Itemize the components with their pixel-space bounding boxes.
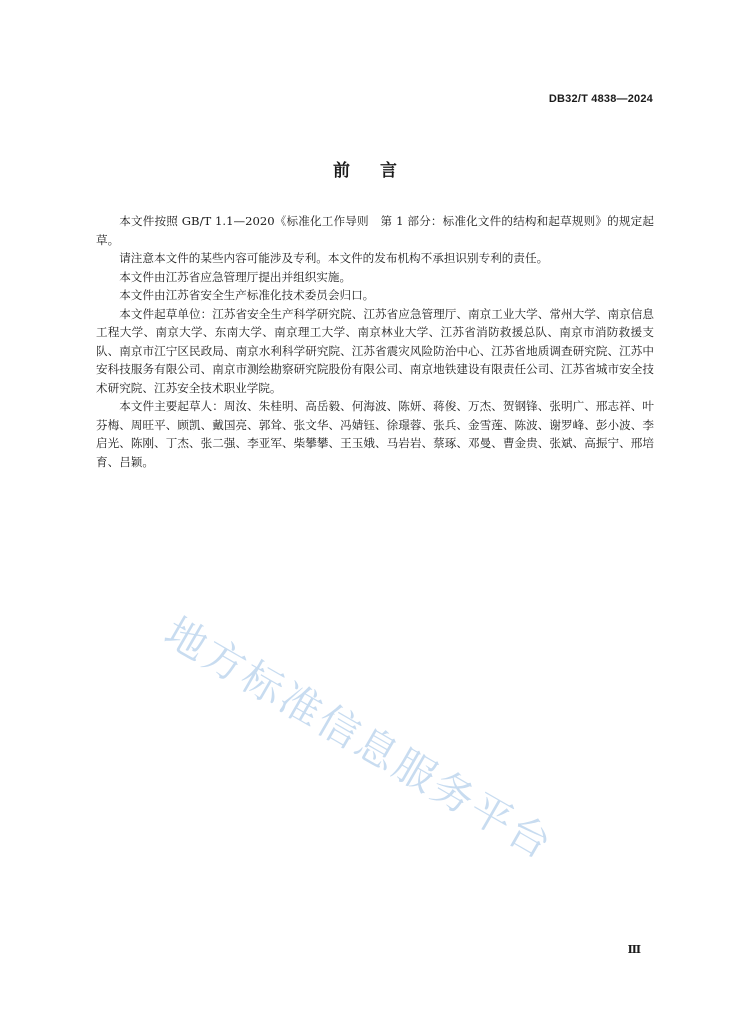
page-title: 前言 <box>333 161 427 181</box>
paragraph-patent-notice: 请注意本文件的某些内容可能涉及专利。本文件的发布机构不承担识别专利的责任。 <box>119 251 549 265</box>
document-code: DB32/T 4838—2024 <box>548 93 653 105</box>
paragraph-drafting-rules: 本文件按照 GB/T 1.1—2020《标准化工作导则 第 1 部分：标准化文件的结构和起草规则》的规定起草。 <box>96 214 654 247</box>
page-number: Ⅲ <box>627 943 641 956</box>
paragraph-drafting-units: 本文件起草单位：江苏省安全生产科学研究院、江苏省应急管理厅、南京工业大学、常州大学、南京信息工程大学、南京大学、东南大学、南京理工大学、南京林业大学、江苏省消防救援总队、南京市消防救援支队、南京市江宁区民政局、南京水利科学研究院、江苏省震灾风险防治中心、江苏省地质调查研究院、江苏中安科技服务有限公司、南京市测绘勘察研究院股份有限公司、南京地铁建设有限责任公司、江苏省城市安全技术研究院、江苏安全技术职业学院。 <box>96 306 654 395</box>
foreword-body <box>96 212 654 471</box>
watermark: 地方标准信息服务平台 <box>156 607 562 870</box>
paragraph-drafters: 本文件主要起草人：周汝、朱桂明、高岳毅、何海波、陈妍、蒋俊、万杰、贺钢锋、张明广、邢志祥、叶芬梅、周旺平、顾凯、戴国亮、郭耸、张文华、冯婧钰、徐璟蓉、张兵、金雪莲、陈波、谢罗峰、彭小波、李启光、陈刚、丁杰、张二强、李亚军、柴攀攀、王玉娥、马岩岩、蔡琢、邓曼、曹金贵、张斌、高振宁、邢培育、吕颖。 <box>96 399 654 469</box>
paragraph-committee: 本文件由江苏省安全生产标准化技术委员会归口。 <box>119 288 375 302</box>
paragraph-proposer: 本文件由江苏省应急管理厅提出并组织实施。 <box>119 269 352 284</box>
